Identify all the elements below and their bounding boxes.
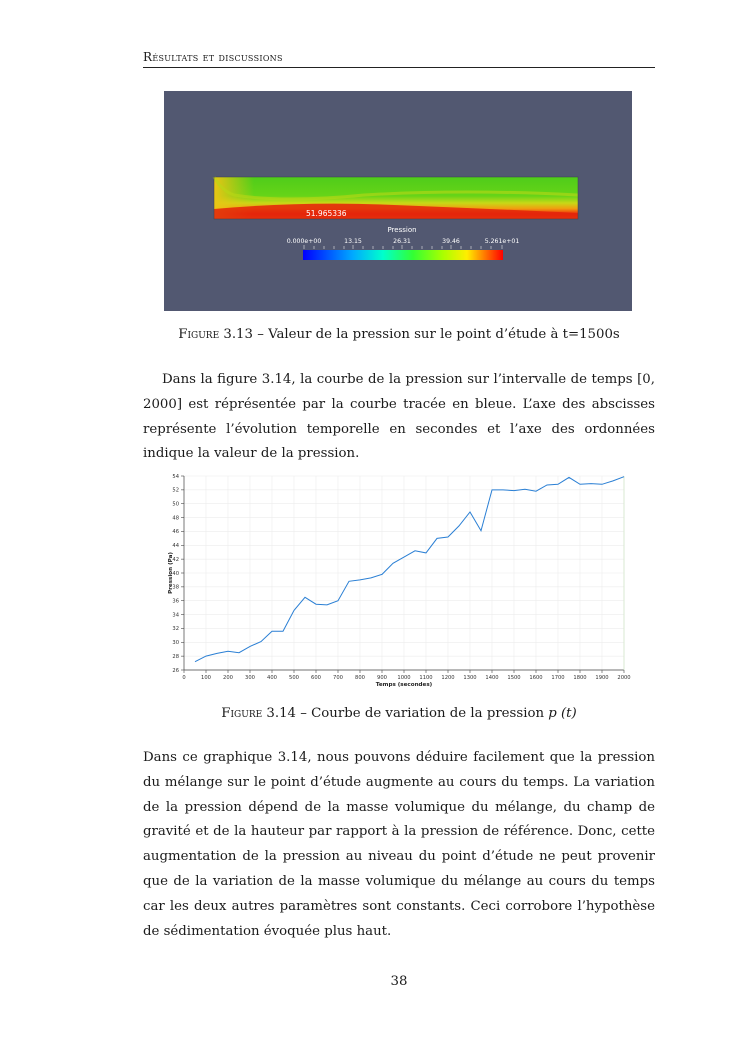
x-tick-label: 400 [267, 675, 277, 681]
x-tick-label: 1100 [419, 675, 433, 681]
x-tick-label: 300 [245, 675, 255, 681]
page-number: 38 [390, 974, 408, 989]
x-tick-label: 1200 [441, 675, 455, 681]
x-tick-label: 1300 [463, 675, 477, 681]
running-header: Résultats et discussions [143, 50, 283, 64]
series-line [195, 477, 624, 662]
paragraph: Dans la figure 3.14, la courbe de la pression sur l’intervalle de temps [0, 2000] est réprésentée par la courbe tracée en bleue. L’axe des abscisses représente l’évolution temporelle en secondes et l’axe des ordonnées indique la valeur de la pression. [143, 372, 655, 462]
x-tick-label: 1000 [397, 675, 411, 681]
x-tick-label: 200 [223, 675, 233, 681]
x-tick-label: 1700 [551, 675, 565, 681]
y-axis-label: Pression (Pa) [168, 552, 174, 594]
legend-tick-label: 5.261e+01 [484, 238, 520, 245]
pressure-line-chart [160, 470, 640, 692]
y-tick-label: 26 [172, 667, 179, 674]
figure-caption-text: – Valeur de la pression sur le point d’étude à t=1500s [252, 327, 620, 342]
y-tick-label: 44 [172, 543, 179, 550]
header-rule [143, 67, 655, 68]
x-tick-label: 1400 [485, 675, 499, 681]
math-expression: p (t) [548, 706, 577, 721]
legend-tick-label: 39.46 [442, 238, 460, 245]
figure-caption-text: – Courbe de variation de la pression [296, 706, 549, 721]
legend-tick-marks [304, 245, 502, 249]
figure-3-13-caption [143, 327, 655, 342]
figure-3-14-caption [143, 706, 655, 721]
figure-label: Figure 3.13 [178, 327, 253, 342]
y-tick-label: 32 [172, 626, 179, 633]
paragraph: Dans ce graphique 3.14, nous pouvons déduire facilement que la pression du mélange sur le point d’étude augmente au cours du temps. La variation de la pression dépend de la masse volumique du mélange, du champ de gravité et de la hauteur par rapport à la pression de référence. Donc, cette augmentation de la pression au niveau du point d’étude ne peut provenir que de la variation de la masse volumique du mélange au cours du temps car les deux autres paramètres sont constants. Ceci corrobore l’hypothèse de sédimentation évoquée plus haut. [143, 750, 655, 939]
legend-tick-label: 0.000e+00 [286, 238, 322, 245]
legend-tick-label: 26.31 [393, 238, 411, 245]
legend-tick-label: 13.15 [344, 238, 362, 245]
x-tick-label: 600 [311, 675, 321, 681]
y-tick-label: 34 [172, 612, 179, 619]
chart-svg [160, 470, 640, 692]
y-tick-label: 42 [172, 556, 179, 563]
y-tick-label: 54 [172, 473, 179, 480]
x-axis-label: Temps (secondes) [375, 682, 433, 688]
probe-value-label: 51.965336 [306, 209, 347, 218]
x-tick-label: 500 [289, 675, 299, 681]
simulation-figure [164, 91, 632, 311]
pressure-field [214, 177, 578, 219]
x-tick-label: 1900 [595, 675, 609, 681]
legend-title: Pression [387, 226, 417, 234]
y-tick-label: 38 [172, 584, 179, 591]
y-tick-label: 50 [172, 501, 179, 508]
y-tick-label: 48 [172, 515, 179, 522]
x-tick-label: 1800 [573, 675, 587, 681]
figure-label: Figure 3.14 [221, 706, 297, 721]
x-tick-label: 800 [355, 675, 365, 681]
y-tick-label: 52 [172, 487, 179, 494]
y-tick-label: 28 [172, 653, 179, 660]
x-tick-label: 1600 [529, 675, 543, 681]
x-tick-label: 1500 [507, 675, 521, 681]
x-tick-label: 700 [333, 675, 343, 681]
y-tick-label: 30 [172, 640, 179, 647]
y-tick-label: 36 [172, 598, 179, 605]
color-scale-bar [303, 250, 503, 260]
x-tick-label: 0 [182, 675, 186, 681]
y-tick-label: 40 [172, 570, 179, 577]
x-tick-label: 2000 [617, 675, 631, 681]
y-tick-label: 46 [172, 529, 179, 536]
x-tick-label: 900 [377, 675, 387, 681]
x-tick-label: 100 [201, 675, 211, 681]
